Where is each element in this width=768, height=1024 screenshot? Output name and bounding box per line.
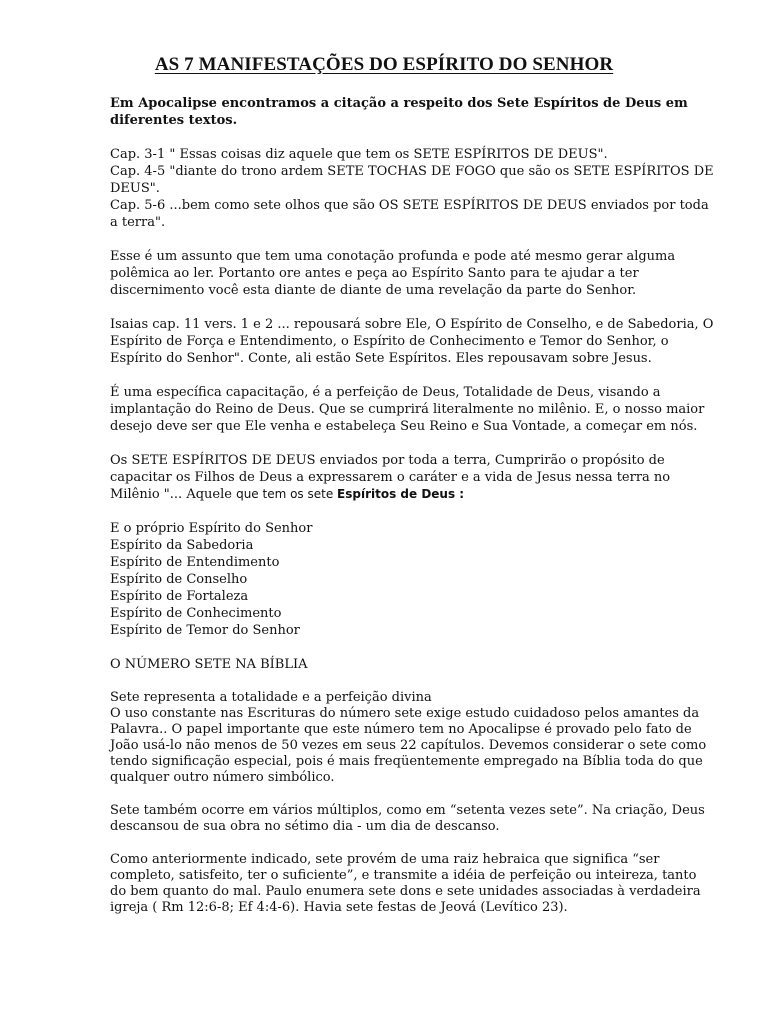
list-item: Espírito de Fortaleza [110,589,249,604]
list-item: Espírito de Conselho [110,572,248,587]
intro-paragraph: Em Apocalipse encontramos a citação a respeito dos Sete Espíritos de Deus em diferentes textos. [110,96,688,128]
paragraph-text: Os SETE ESPÍRITOS DE DEUS enviados por toda a terra, Cumprirão o propósito de capacitar os Filhos de Deus a expressarem o caráter e a vida de Jesus nessa terra no Milênio "... Aquele [110,453,671,502]
section-heading: O NÚMERO SETE NA BÍBLIA [110,657,308,672]
cap-line: Cap. 4-5 "diante do trono ardem SETE TOCHAS DE FOGO que são os SETE ESPÍRITOS DE DEUS". [110,164,714,196]
list-item: Espírito de Entendimento [110,555,280,570]
list-item: Espírito da Sabedoria [110,538,254,553]
body-paragraph: É uma específica capacitação, é a perfeição de Deus, Totalidade de Deus, visando a implantação do Reino de Deus. Que se cumprirá literalmente no milênio. E, o nosso maior desejo deve ser que Ele venha e estabeleça Seu Reino e Sua Vontade, a começar em nós. [110,385,705,434]
body-paragraph: Como anteriormente indicado, sete provém de uma raiz hebraica que significa “ser completo, satisfeito, ter o suficiente”, e transmite a idéia de perfeição ou inteireza, tanto do bem quanto do mal. Paulo enumera sete dons e sete unidades associadas à verdadeira igreja ( Rm 12:6-8; Ef 4:4-6). Havia sete festas de Jeová (Levítico 23). [110,852,701,915]
body-paragraph [110,452,714,503]
list-item: Espírito de Temor do Senhor [110,623,300,638]
body-paragraph: Sete também ocorre em vários múltiplos, como em “setenta vezes sete”. Na criação, Deus descansou de sua obra no sétimo dia - um dia de descanso. [110,803,705,834]
document-body [110,95,714,916]
document-title: AS 7 MANIFESTAÇÕES DO ESPÍRITO DO SENHOR [154,54,614,75]
body-paragraph: Isaias cap. 11 vers. 1 e 2 ... repousará sobre Ele, O Espírito de Conselho, e de Sabedoria, O Espírito de Força e Entendimento, o Espírito de Conhecimento e Temor do Senhor, o Espírito do Senhor". Conte, ali estão Sete Espíritos. Eles repousavam sobre Jesus. [110,317,714,366]
paragraph-bold-text: Espíritos de Deus : [337,487,465,501]
section-subtitle: Sete representa a totalidade e a perfeição divina [110,690,432,705]
spirits-list [110,520,714,639]
body-paragraph: Esse é um assunto que tem uma conotação profunda e pode até mesmo gerar alguma polêmica ao ler. Portanto ore antes e peça ao Espírito Santo para te ajudar a ter discernimento você esta diante de diante de uma revelação da parte do Senhor. [110,249,676,298]
list-item: E o próprio Espírito do Senhor [110,521,313,536]
cap-line: Cap. 3-1 " Essas coisas diz aquele que tem os SETE ESPÍRITOS DE DEUS". [110,147,608,162]
paragraph-text: que tem os sete [236,487,338,501]
body-paragraph: O uso constante nas Escrituras do número sete exige estudo cuidadoso pelos amantes da Palavra.. O papel importante que este número tem no Apocalipse é provado pelo fato de João usá-lo não menos de 50 vezes em seus 22 capítulos. Devemos considerar o sete como tendo significação especial, pois é mais freqüentemente empregado na Bíblia toda do que qualquer outro número simbólico. [110,706,707,785]
list-item: Espírito de Conhecimento [110,606,282,621]
cap-line: Cap. 5-6 ...bem como sete olhos que são OS SETE ESPÍRITOS DE DEUS enviados por toda a terra". [110,198,709,230]
